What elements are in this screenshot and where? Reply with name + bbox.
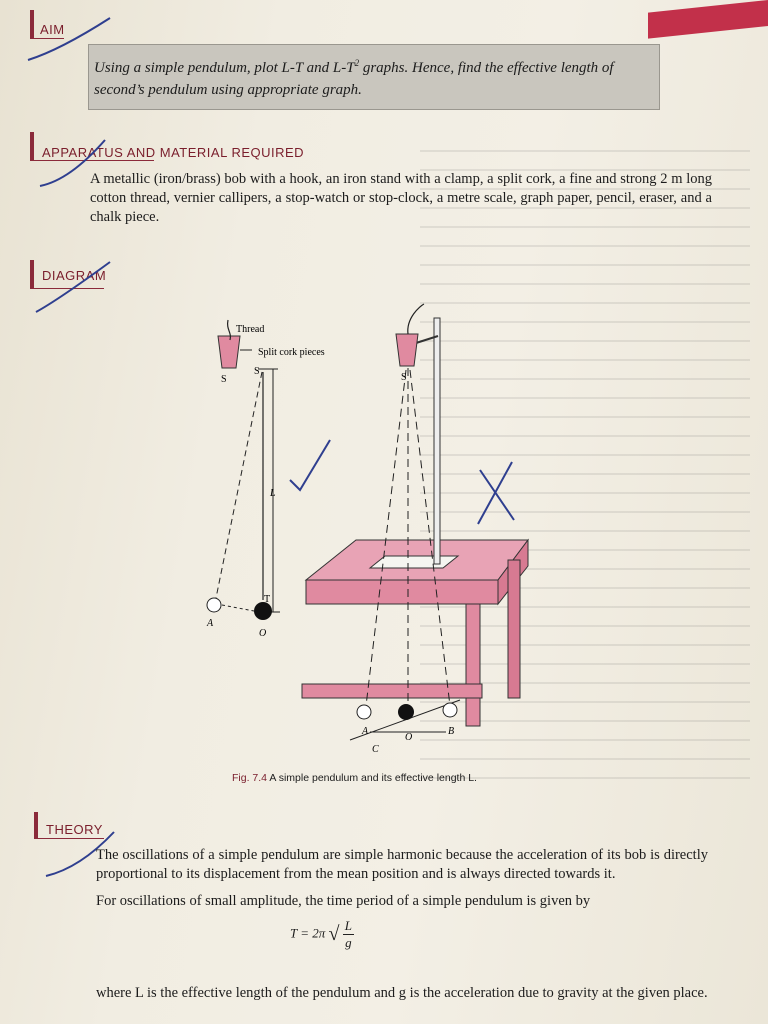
table-leg-back — [508, 560, 520, 698]
aim-tick-mark — [28, 18, 110, 60]
aim-text: Using a simple pendulum, plot L-T and $L-T^2$ graphs. Hence, find the effective length of second’s pendulum using appropriate graph. — [94, 58, 614, 98]
apparatus-text: A metallic (iron/brass) bob with a hook, an iron stand with a clamp, a split cork, a fine and strong 2 m long cotton thread, vernier callipers, a stop-watch or stop-clock, a metre scale, graph paper, pencil, eraser, and a chalk piece. — [90, 171, 712, 225]
diagram-tick-mark — [36, 262, 110, 312]
left-split-cork — [218, 336, 240, 368]
table-front — [306, 580, 498, 604]
stand-rod — [434, 318, 440, 564]
theory-text-2: For oscillations of small amplitude, the time period of a simple pendulum is given by — [96, 893, 591, 909]
label-L: L — [270, 488, 276, 499]
aim-heading: AIM — [40, 22, 65, 37]
theory-text-3: where L is the effective length of the pendulum and g is the acceleration due to gravity at the given place. — [96, 985, 708, 1001]
label-thread: Thread — [236, 324, 265, 335]
check-mark-icon — [290, 440, 330, 490]
right-bob-left — [357, 705, 371, 719]
label-C-right: C — [372, 744, 379, 755]
figure-caption: Fig. 7.4 A simple pendulum and its effective length L. — [232, 772, 477, 784]
table-leg-front — [466, 604, 480, 726]
label-split-cork: Split cork pieces — [258, 347, 325, 358]
right-bob-right — [443, 703, 457, 717]
label-s1: S — [254, 366, 260, 377]
label-s-right: S — [401, 372, 407, 383]
label-B-right: B — [448, 726, 455, 737]
theory-heading: THEORY — [46, 822, 103, 837]
label-T: T — [264, 594, 271, 605]
table-and-stand — [302, 304, 528, 755]
apparatus-tick-mark — [40, 140, 105, 186]
table-lower-rail — [302, 684, 482, 698]
label-A-left: A — [207, 618, 214, 629]
apparatus-heading: APPARATUS AND MATERIAL REQUIRED — [42, 145, 305, 160]
period-formula: T = 2π √ $\frac{L}{g}$ — [290, 918, 352, 950]
label-s-left: S — [221, 374, 227, 385]
theory-text-1: The oscillations of a simple pendulum are simple harmonic because the acceleration of its bob is directly proportional to its displacement from the mean position and is always directed towards it. — [96, 847, 708, 882]
left-bob-displaced — [207, 598, 221, 612]
label-O-right: O — [405, 732, 413, 743]
right-split-cork — [396, 334, 418, 366]
cross-mark-icon — [478, 462, 514, 524]
right-bob-mean — [398, 704, 414, 720]
left-displaced-thread — [216, 372, 262, 598]
label-O-left: O — [259, 628, 267, 639]
label-A-right: A — [362, 726, 369, 737]
diagram-heading: DIAGRAM — [42, 268, 107, 283]
